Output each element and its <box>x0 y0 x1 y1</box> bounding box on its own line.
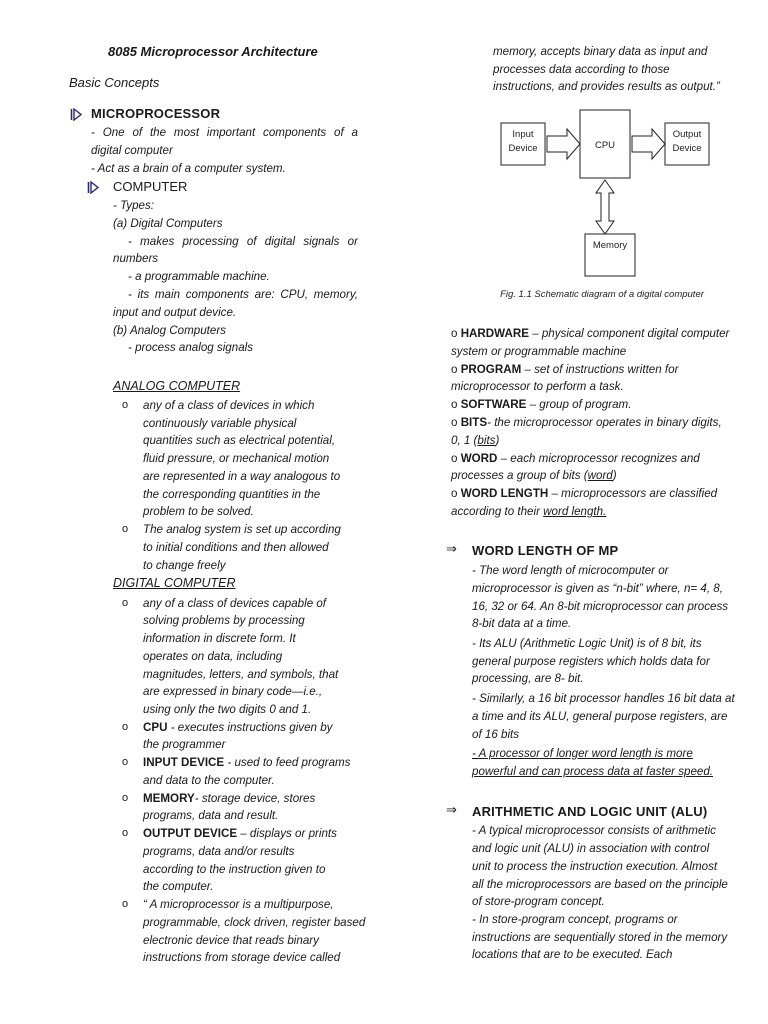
analog-computers-label: (b) Analog Computers <box>113 324 226 337</box>
mp-line-2: digital computer <box>91 144 173 157</box>
list-item: using only the two digits 0 and 1. <box>143 703 312 716</box>
memory-label: Memory <box>592 240 628 251</box>
def-hardware <box>451 325 729 343</box>
list-item: according to the instruction given to <box>143 863 326 876</box>
word-def: – each microprocessor recognizes and <box>497 452 700 465</box>
wl-line: general purpose registers which holds data for <box>472 655 710 668</box>
term-input-device: INPUT DEVICE <box>143 756 225 769</box>
digital-computers-label: (a) Digital Computers <box>113 217 223 230</box>
list-bullet: o <box>122 827 129 839</box>
input-def: - used to feed programs <box>224 756 351 769</box>
word-close: ) <box>612 469 617 482</box>
list-item: problem to be solved. <box>143 505 254 518</box>
hardware-def: – physical component digital computer <box>528 327 730 340</box>
output-label-2: Device <box>672 143 702 154</box>
output-def: – displays or prints <box>237 827 337 840</box>
list-item: fluid pressure, or mechanical motion <box>143 452 330 465</box>
term-output-device: OUTPUT DEVICE <box>143 827 238 840</box>
bar-arrow-icon <box>87 181 99 194</box>
wl-line: - The word length of microcomputer or <box>472 564 669 577</box>
wl-line: - Similarly, a 16 bit processor handles 16 bit data at <box>472 692 735 705</box>
list-bullet: o <box>122 399 129 411</box>
term-word-length: WORD LENGTH <box>460 487 549 500</box>
list-bullet: o <box>451 363 458 376</box>
alu-line: of store-program concept. <box>472 895 605 908</box>
word-length-heading: WORD LENGTH OF MP <box>472 543 619 558</box>
list-item: are expressed in binary code—i.e., <box>143 685 323 698</box>
list-bullet: o <box>451 487 458 500</box>
term-bits: BITS <box>460 416 488 429</box>
list-item: the corresponding quantities in the <box>143 488 321 501</box>
wl-line: of 16 bits <box>472 728 520 741</box>
term-cpu: CPU <box>143 721 168 734</box>
list-item-input <box>143 754 350 772</box>
microprocessor-heading: MICROPROCESSOR <box>91 106 221 121</box>
cpu-box <box>580 110 630 178</box>
list-item: programs, data and result. <box>143 809 279 822</box>
digital-computer-heading: DIGITAL COMPUTER <box>113 576 236 590</box>
list-item: magnitudes, letters, and symbols, that <box>143 668 339 681</box>
list-item: quantities such as electrical potential, <box>143 434 336 447</box>
computer-types: - Types: <box>113 199 155 212</box>
cpu-label: CPU <box>594 140 616 151</box>
alu-line: and logic unit (ALU) in association with control <box>472 842 710 855</box>
arrow-cpu-memory <box>596 180 614 234</box>
wl-line: processing, are 8- bit. <box>472 672 584 685</box>
alu-line: instructions are sequentially stored in the memory <box>472 931 728 944</box>
list-item-output <box>143 825 337 843</box>
word-underlined: word <box>587 469 613 482</box>
digital-line-3b: input and output device. <box>113 306 237 319</box>
term-hardware: HARDWARE <box>460 327 529 340</box>
list-bullet: o <box>451 398 458 411</box>
alu-line: locations that are to be executed. Each <box>472 948 673 961</box>
list-bullet: o <box>122 597 129 609</box>
list-bullet: o <box>122 792 129 804</box>
term-software: SOFTWARE <box>460 398 527 411</box>
alu-line: all the microprocessors are based on the principle <box>472 878 728 891</box>
list-item: are represented in a way analogous to <box>143 470 341 483</box>
quote-line: programmable, clock driven, register based <box>143 916 366 929</box>
term-memory: MEMORY <box>143 792 195 805</box>
input-device-box <box>501 123 545 165</box>
analog-computer-heading: ANALOG COMPUTER <box>113 379 241 393</box>
software-def: – group of program. <box>526 398 632 411</box>
quote-cont: instructions, and provides results as output.” <box>493 80 720 93</box>
list-item: The analog system is set up according <box>143 523 341 536</box>
list-bullet: o <box>122 756 129 768</box>
page-title: 8085 Microprocessor Architecture <box>108 44 318 59</box>
bits-def: - the microprocessor operates in binary digits, <box>487 416 722 429</box>
def-word-length <box>451 485 717 503</box>
mp-line-1: - One of the most important components of a <box>91 126 358 139</box>
memory-box <box>585 234 635 276</box>
wl-line: 8-bit data at a time. <box>472 617 572 630</box>
quote-line: electronic device that reads binary <box>143 934 319 947</box>
analog-line-1: - process analog signals <box>128 341 254 354</box>
wl-line: a time and its ALU, general purpose registers, are <box>472 710 728 723</box>
computer-heading: COMPUTER <box>113 179 188 194</box>
list-bullet: o <box>122 523 129 535</box>
list-item: continuously variable physical <box>143 417 297 430</box>
mp-line-3: - Act as a brain of a computer system. <box>91 162 286 175</box>
output-device-box <box>665 123 709 165</box>
bits-close: ) <box>495 434 500 447</box>
def-hardware-2: system or programmable machine <box>451 345 627 358</box>
cpu-def: - executes instructions given by <box>167 721 333 734</box>
input-label-2: Device <box>508 143 538 154</box>
def-word <box>451 450 700 468</box>
alu-line: - In store-program concept, programs or <box>472 913 678 926</box>
alu-line: - A typical microprocessor consists of arithmetic <box>472 824 716 837</box>
wl-def: – microprocessors are classified <box>548 487 718 500</box>
figure-caption: Fig. 1.1 Schematic diagram of a digital computer <box>500 289 704 300</box>
digital-line-1: - makes processing of digital signals or <box>128 235 358 248</box>
memory-def: - storage device, stores <box>194 792 316 805</box>
basic-concepts-label: Basic Concepts <box>69 75 160 90</box>
wl-line: - Its ALU (Arithmetic Logic Unit) is of 8 bit, its <box>472 637 702 650</box>
list-bullet: o <box>122 898 129 910</box>
list-item-cpu <box>143 719 332 737</box>
list-bullet: o <box>122 721 129 733</box>
list-item: any of a class of devices capable of <box>143 597 327 610</box>
alu-heading: ARITHMETIC AND LOGIC UNIT (ALU) <box>472 804 708 819</box>
def-bits-2 <box>451 432 499 450</box>
def-word-length-2 <box>451 503 606 521</box>
quote-line: instructions from storage device called <box>143 951 341 964</box>
arrow-cpu-to-output <box>632 129 665 159</box>
list-bullet: o <box>451 452 458 465</box>
list-item: the computer. <box>143 880 214 893</box>
quote-cont: memory, accepts binary data as input and <box>493 45 708 58</box>
digital-line-2: - a programmable machine. <box>128 270 270 283</box>
def-software <box>451 396 631 414</box>
list-item: any of a class of devices in which <box>143 399 315 412</box>
list-item: to change freely <box>143 559 226 572</box>
alu-line: unit to process the instruction execution. Almost <box>472 860 718 873</box>
digital-line-3: - its main components are: CPU, memory, <box>128 288 358 301</box>
output-label-1: Output <box>672 129 702 140</box>
def-program-2: microprocessor to perform a task. <box>451 380 624 393</box>
double-arrow-icon: ⇒ <box>446 802 457 817</box>
list-item: operates on data, including <box>143 650 283 663</box>
list-bullet: o <box>451 327 458 340</box>
schematic-diagram <box>495 100 720 305</box>
list-bullet: o <box>451 416 458 429</box>
wl-emphasis: powerful and can process data at faster speed. <box>472 765 714 778</box>
list-item: to initial conditions and then allowed <box>143 541 329 554</box>
quote-line: “ A microprocessor is a multipurpose, <box>143 898 334 911</box>
list-item: the programmer <box>143 738 226 751</box>
list-item: and data to the computer. <box>143 774 275 787</box>
double-arrow-icon: ⇒ <box>446 541 457 556</box>
bar-arrow-icon <box>70 108 82 121</box>
wl-line: microprocessor is given as “n-bit” where, n= 4, 8, <box>472 582 723 595</box>
wl-def-2: according to their <box>451 505 544 518</box>
quote-cont: processes data according to those <box>493 63 670 76</box>
wl-line: 16, 32 or 64. An 8-bit microprocessor can process <box>472 600 729 613</box>
bits-underlined: bits <box>477 434 496 447</box>
wl-emphasis: - A processor of longer word length is more <box>472 747 693 760</box>
list-item: solving problems by processing <box>143 614 305 627</box>
def-program <box>451 361 678 379</box>
program-def: – set of instructions written for <box>521 363 679 376</box>
bits-def-2: 0, 1 ( <box>451 434 478 447</box>
word-def-2: processes a group of bits ( <box>451 469 588 482</box>
term-program: PROGRAM <box>460 363 522 376</box>
def-word-2 <box>451 467 617 485</box>
term-word: WORD <box>460 452 498 465</box>
wl-underlined: word length. <box>543 505 607 518</box>
input-label-1: Input <box>512 129 534 140</box>
digital-line-1b: numbers <box>113 252 159 265</box>
list-item: programs, data and/or results <box>143 845 295 858</box>
list-item: information in discrete form. It <box>143 632 296 645</box>
def-bits <box>451 414 722 432</box>
list-item-memory <box>143 790 315 808</box>
arrow-input-to-cpu <box>547 129 580 159</box>
